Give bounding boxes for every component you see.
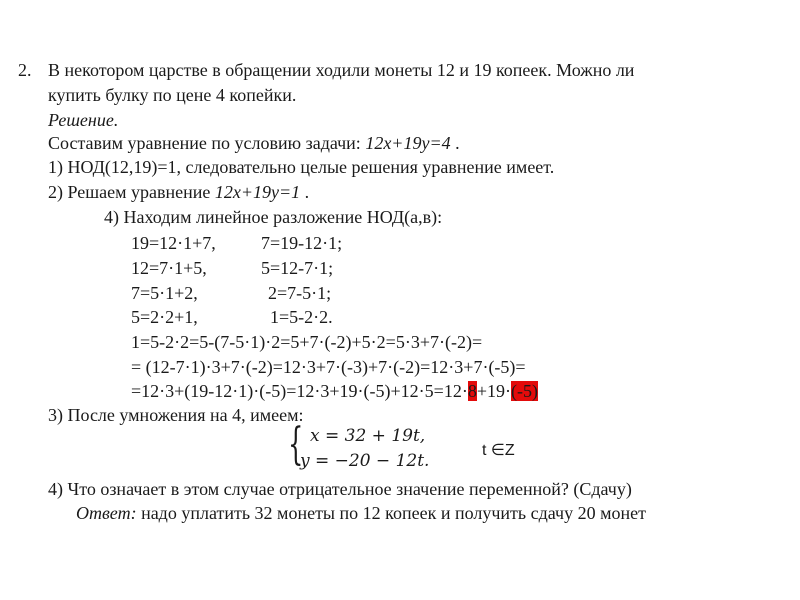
highlight-coefficient-y: (-5) — [510, 381, 538, 401]
problem-text-line-1: В некотором царстве в обращении ходили монеты 12 и 19 копеек. Можно ли — [48, 60, 635, 80]
problem-number: 2. — [18, 60, 32, 80]
expansion-line-1: 1=5-2·2=5-(7-5·1)·2=5+7·(-2)+5·2=5·3+7·(-2)= — [131, 332, 483, 352]
euclid-right-3: 2=7-5·1; — [268, 283, 332, 303]
question-step-4: 4) Что означает в этом случае отрицательное значение переменной? (Сдачу) — [48, 479, 632, 499]
step-2 — [48, 181, 309, 203]
euclid-left-4: 5=2·2+1, — [131, 307, 198, 327]
highlight-coefficient-x: 8 — [467, 381, 477, 401]
euclid-right-4: 1=5-2·2. — [270, 307, 333, 327]
equation-intro: Составим уравнение по условию задачи: — [48, 133, 366, 153]
answer-label: Ответ: — [76, 503, 137, 523]
step-2-equation: 12x+19y=1 — [214, 182, 301, 202]
system-equation-1: x = 32 + 19t, — [310, 426, 426, 446]
step-2-text: 2) Решаем уравнение — [48, 182, 215, 202]
expansion-line-3-pre: =12·3+(19-12·1)·(-5)=12·3+19·(-5)+12·5=12· — [131, 381, 468, 401]
step-4-title: 4) Находим линейное разложение НОД(а,в): — [104, 207, 443, 227]
equation-end: . — [450, 133, 460, 153]
euclid-right-1: 7=19-12·1; — [261, 233, 343, 253]
euclid-right-2: 5=12-7·1; — [261, 258, 334, 278]
solution-label: Решение. — [48, 110, 119, 130]
expansion-line-3 — [131, 380, 538, 402]
expansion-line-3-mid: +19· — [476, 381, 511, 401]
answer-text: надо уплатить 32 монеты по 12 копеек и получить сдачу 20 монет — [136, 503, 646, 523]
step-2-end: . — [300, 182, 310, 202]
system-equation-2: y = −20 − 12t. — [300, 451, 430, 471]
expansion-line-2: = (12-7·1)·3+7·(-2)=12·3+7·(-3)+7·(-2)=12·3+7·(-5)= — [131, 357, 526, 377]
euclid-left-1: 19=12·1+7, — [131, 233, 216, 253]
t-condition: t ∈Z — [482, 442, 515, 459]
euclid-left-3: 7=5·1+2, — [131, 283, 198, 303]
step-3: 3) После умножения на 4, имеем: — [48, 405, 304, 425]
answer-line — [76, 502, 646, 524]
equation-line — [48, 132, 460, 154]
equation-system — [288, 419, 458, 474]
system-brace: { — [288, 419, 304, 470]
euclid-left-2: 12=7·1+5, — [131, 258, 207, 278]
problem-text-line-2: купить булку по цене 4 копейки. — [48, 85, 297, 105]
equation: 12x+19y=4 — [365, 133, 451, 153]
step-1: 1) НОД(12,19)=1, следовательно целые решения уравнение имеет. — [48, 157, 555, 177]
